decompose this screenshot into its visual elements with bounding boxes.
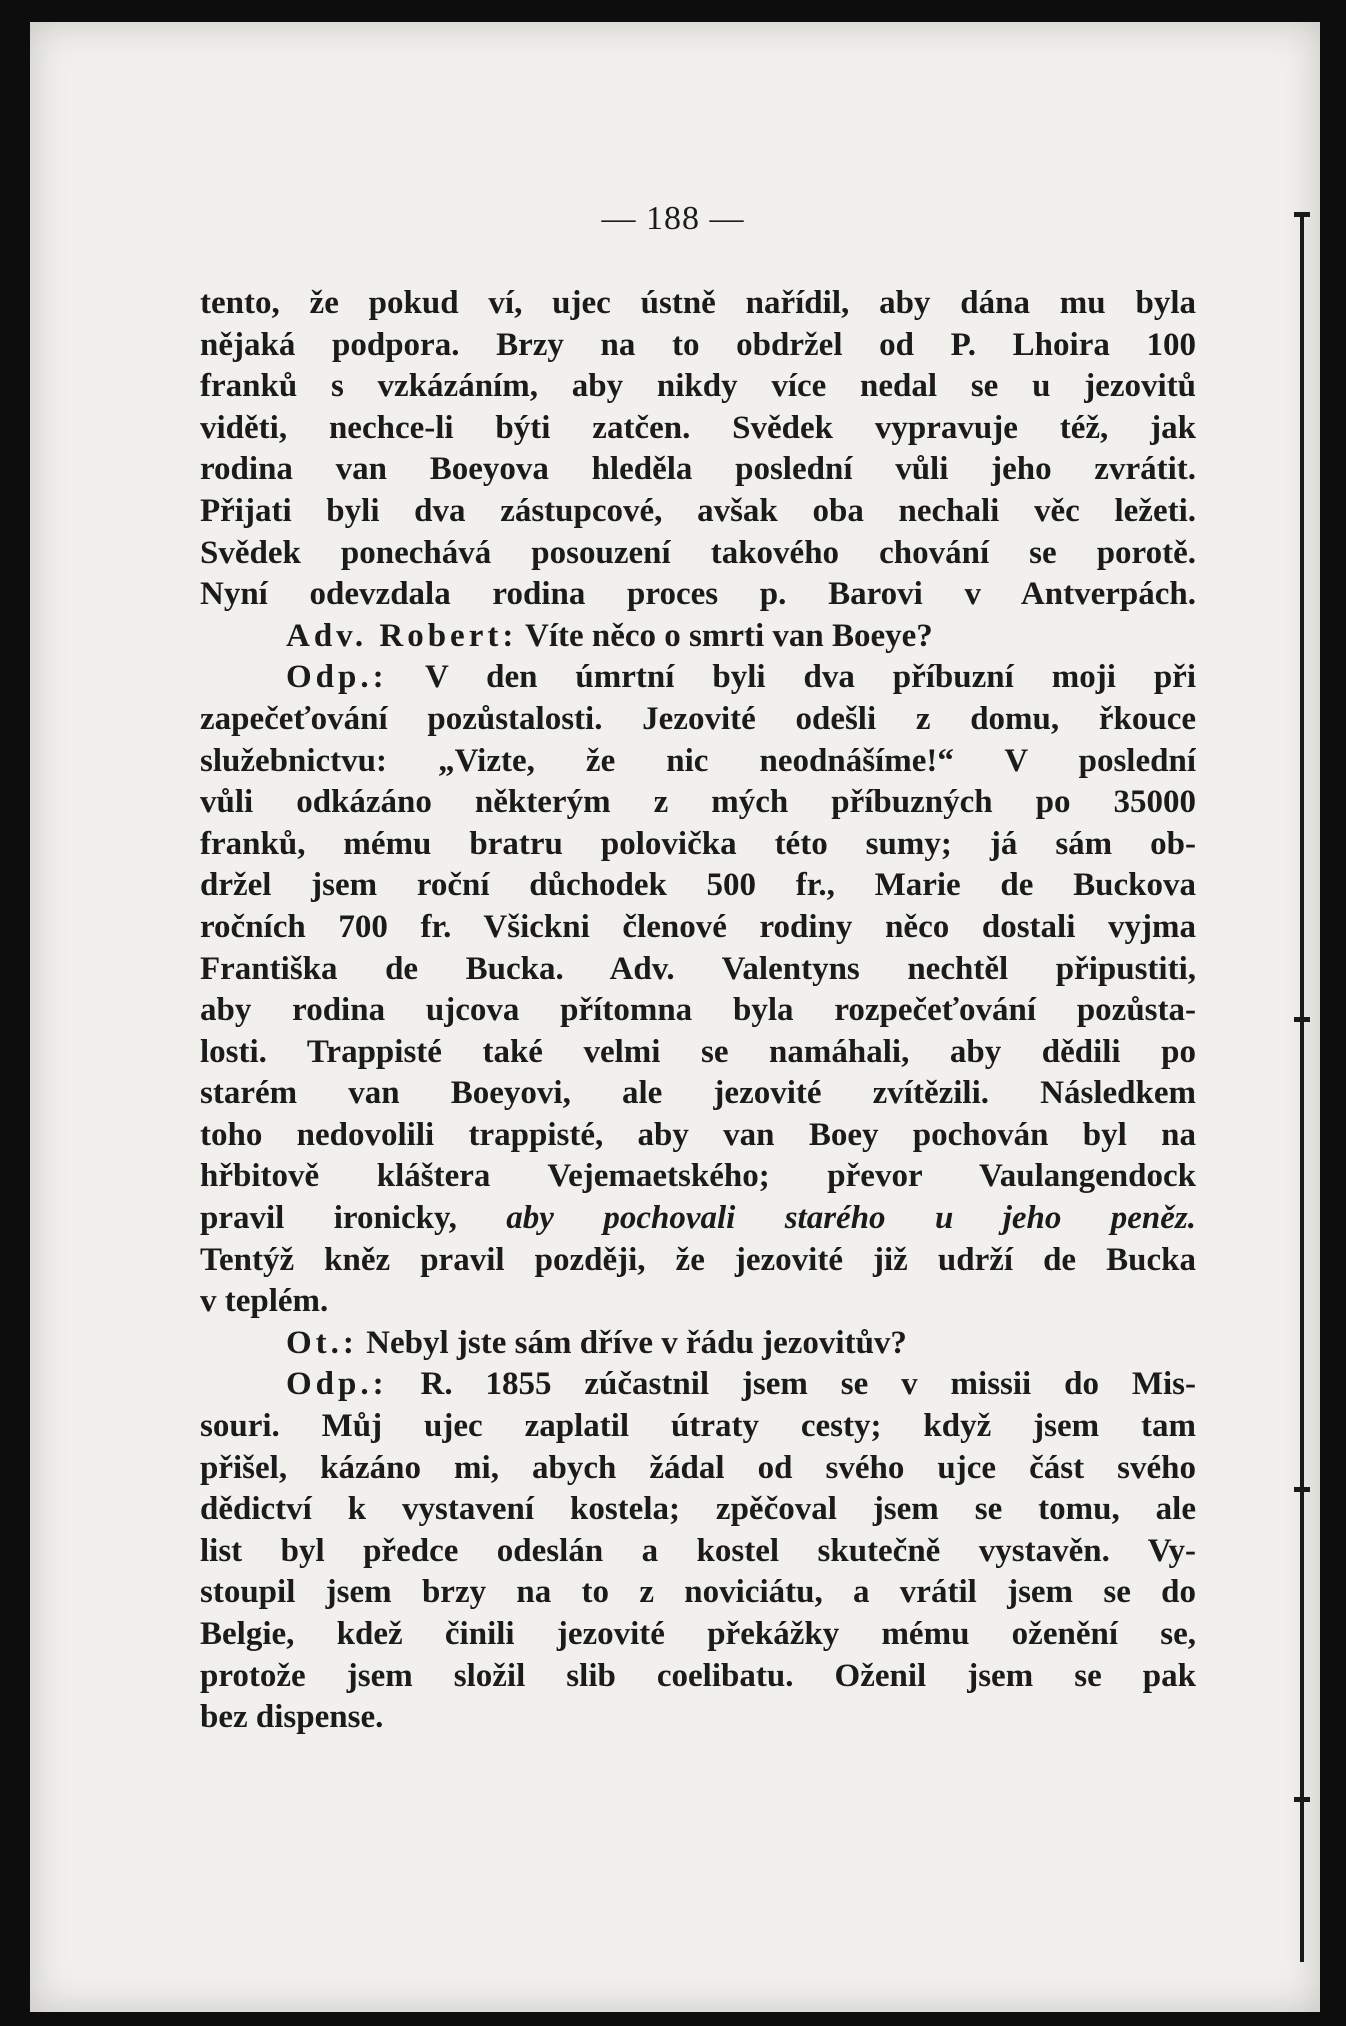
spine-tick	[1294, 1017, 1310, 1022]
question-line	[200, 1323, 1196, 1365]
speaker-label: Odp.:	[286, 659, 388, 696]
text-line: list byl předce odeslán a kostel skutečně vystavěn. Vy-	[200, 1532, 1196, 1569]
text-line: protože jsem složil slib coelibatu. Oženil jsem se pak	[200, 1657, 1196, 1694]
text-line: losti. Trappisté také velmi se namáhali, aby dědili po	[200, 1033, 1196, 1070]
speaker-label: Ot.:	[286, 1324, 358, 1361]
speaker-label: Odp.:	[286, 1366, 388, 1403]
speaker-label: Adv. Robert:	[286, 617, 518, 654]
answer-text: V den úmrtní byli dva příbuzní moji při	[424, 659, 1196, 696]
question-text: Víte něco o smrti van Boeye?	[524, 617, 933, 654]
question-text: Nebyl jste sám dříve v řádu jezovitův?	[366, 1324, 907, 1361]
text-line: vůli odkázáno některým z mých příbuzných po 35000	[200, 784, 1196, 821]
answer-first-line	[200, 1364, 1196, 1406]
spine-tick	[1294, 1487, 1310, 1492]
text-line: bez dispense.	[200, 1699, 384, 1736]
text-line: držel jsem roční důchodek 500 fr., Marie de Buckova	[200, 867, 1196, 904]
text-line: souri. Můj ujec zaplatil útraty cesty; když jsem tam	[200, 1408, 1196, 1445]
text-line: zapečeťování pozůstalosti. Jezovité odešli z domu, řkouce	[200, 700, 1196, 737]
text-line: stoupil jsem brzy na to z noviciátu, a vrátil jsem se do	[200, 1574, 1196, 1611]
text-line: nějaká podpora. Brzy na to obdržel od P. Lhoira 100	[200, 326, 1196, 363]
text-line: Svědek ponechává posouzení takového chování se porotě.	[200, 534, 1196, 571]
text-line: Tentýž kněz pravil později, že jezovité již udrží de Bucka	[200, 1241, 1196, 1278]
text-line: ročních 700 fr. Všickni členové rodiny něco dostali vyjma	[200, 908, 1196, 945]
text-line: Nyní odevzdala rodina proces p. Barovi v Antverpách.	[200, 576, 1196, 613]
text-line: franků, mému bratru polovička této sumy; já sám ob-	[200, 825, 1196, 862]
text-line: toho nedovolili trappisté, aby van Boey pochován byl na	[200, 1116, 1196, 1153]
answer-text: R. 1855 zúčastnil jsem se v missii do Mis-	[420, 1366, 1196, 1403]
text-line: starém van Boeyovi, ale jezovité zvítězili. Následkem	[200, 1075, 1196, 1112]
question-line	[200, 616, 1196, 658]
text-line: viděti, nechce-li býti zatčen. Svědek vypravuje též, jak	[200, 409, 1196, 446]
text-line: Františka de Bucka. Adv. Valentyns nechtěl připustiti,	[200, 950, 1196, 987]
body-text	[200, 283, 1196, 1739]
page-number: — 188 —	[601, 200, 745, 237]
text-line: hřbitově kláštera Vejemaetského; převor Vaulangendock	[200, 1158, 1196, 1195]
text-line: dědictví k vystavení kostela; zpěčoval jsem se tomu, ale	[200, 1491, 1196, 1528]
text-line: franků s vzkázáním, aby nikdy více nedal se u jezovitů	[200, 368, 1196, 405]
text-line: v teplém.	[200, 1283, 329, 1320]
text-line: Přijati byli dva zástupcové, avšak oba nechali věc ležeti.	[200, 492, 1196, 529]
text-line: přišel, kázáno mi, abych žádal od svého ujce část svého	[200, 1449, 1196, 1486]
text-line: služebnictvu: „Vizte, že nic neodnášíme!“ V poslední	[200, 742, 1196, 779]
ironic-quote: aby pochovali starého u jeho peněz.	[506, 1200, 1196, 1237]
page-spine-edge	[1300, 212, 1304, 1962]
answer-first-line	[200, 657, 1196, 699]
spine-tick	[1294, 1797, 1310, 1802]
text-line: tento, že pokud ví, ujec ústně nařídil, aby dána mu byla	[200, 285, 1196, 321]
ironic-line	[200, 1198, 1196, 1240]
text-line: Belgie, kdež činili jezovité překážky mému oženění se,	[200, 1616, 1196, 1652]
ironic-prefix: pravil ironicky,	[200, 1200, 457, 1237]
text-line: aby rodina ujcova přítomna byla rozpečeťování pozůsta-	[200, 992, 1196, 1029]
text-line: rodina van Boeyova hleděla poslední vůli jeho zvrátit.	[200, 451, 1196, 488]
